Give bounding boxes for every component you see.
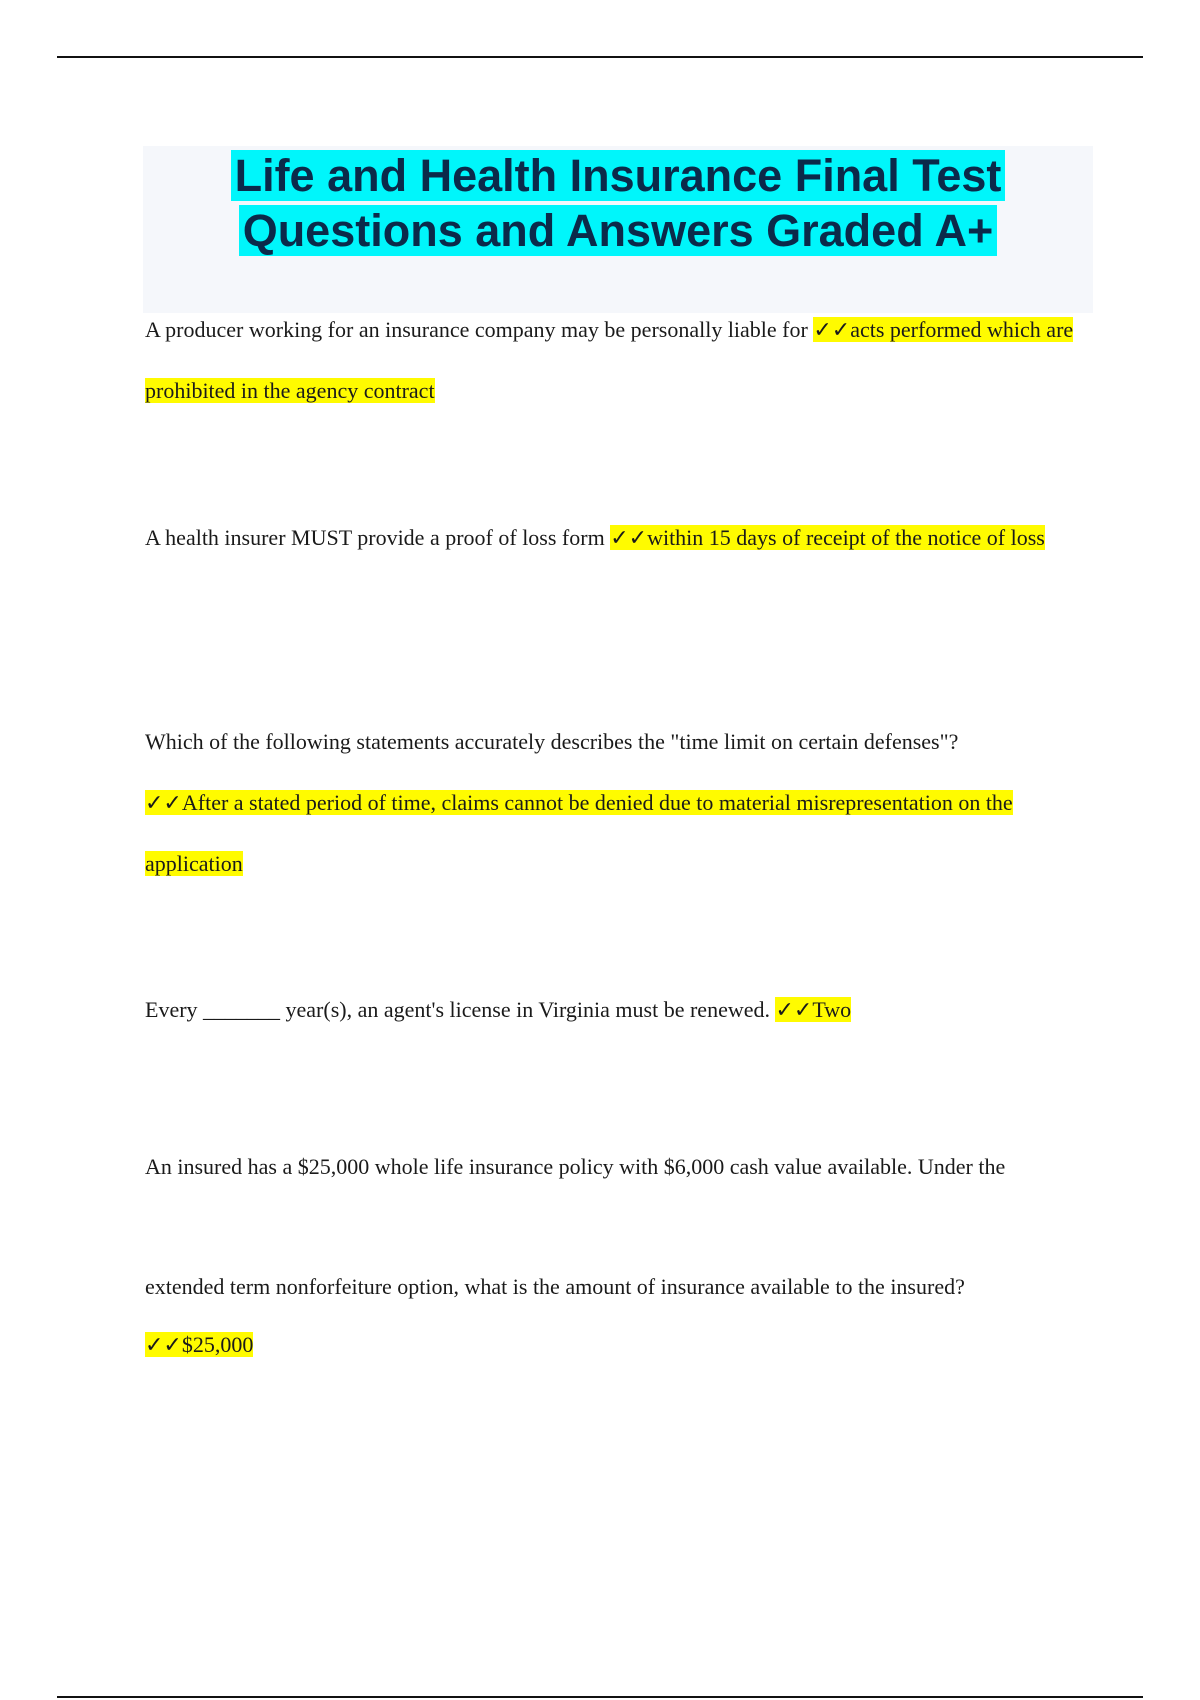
question-text: Every _______ year(s), an agent's license in Virginia must be renewed. (145, 997, 776, 1022)
qa-item-2 (145, 507, 1075, 568)
question-text: extended term nonforfeiture option, what is the amount of insurance available to the insured? (145, 1274, 965, 1299)
qa-item-3 (145, 711, 1075, 894)
qa-item-1 (145, 299, 1075, 421)
question-text: A health insurer MUST provide a proof of loss form (145, 525, 611, 550)
answer-text: ✓✓Two (775, 997, 852, 1022)
qa-item-5-question-part-1: An insured has a $25,000 whole life insurance policy with $6,000 cash value available. Under the (145, 1154, 1006, 1179)
bottom-rule (57, 1696, 1143, 1698)
question-text: A producer working for an insurance company may be personally liable for (145, 317, 814, 342)
qa-item-5 (145, 1258, 1075, 1374)
question-text: Which of the following statements accurately describes the "time limit on certain defenses"? (145, 729, 959, 754)
answer-text: ✓✓within 15 days of receipt of the notice of loss (610, 525, 1045, 550)
title-line-2: Questions and Answers Graded A+ (239, 205, 998, 256)
answer-text: ✓✓$25,000 (145, 1332, 254, 1357)
answer-text: ✓✓acts performed which are prohibited in the agency contract (145, 317, 1074, 403)
top-rule (57, 56, 1143, 58)
qa-item-4 (145, 979, 1075, 1040)
document-title (143, 148, 1093, 258)
title-line-1: Life and Health Insurance Final Test (231, 150, 1006, 201)
answer-text: ✓✓After a stated period of time, claims cannot be denied due to material misrepresentation on the application (145, 790, 1013, 876)
